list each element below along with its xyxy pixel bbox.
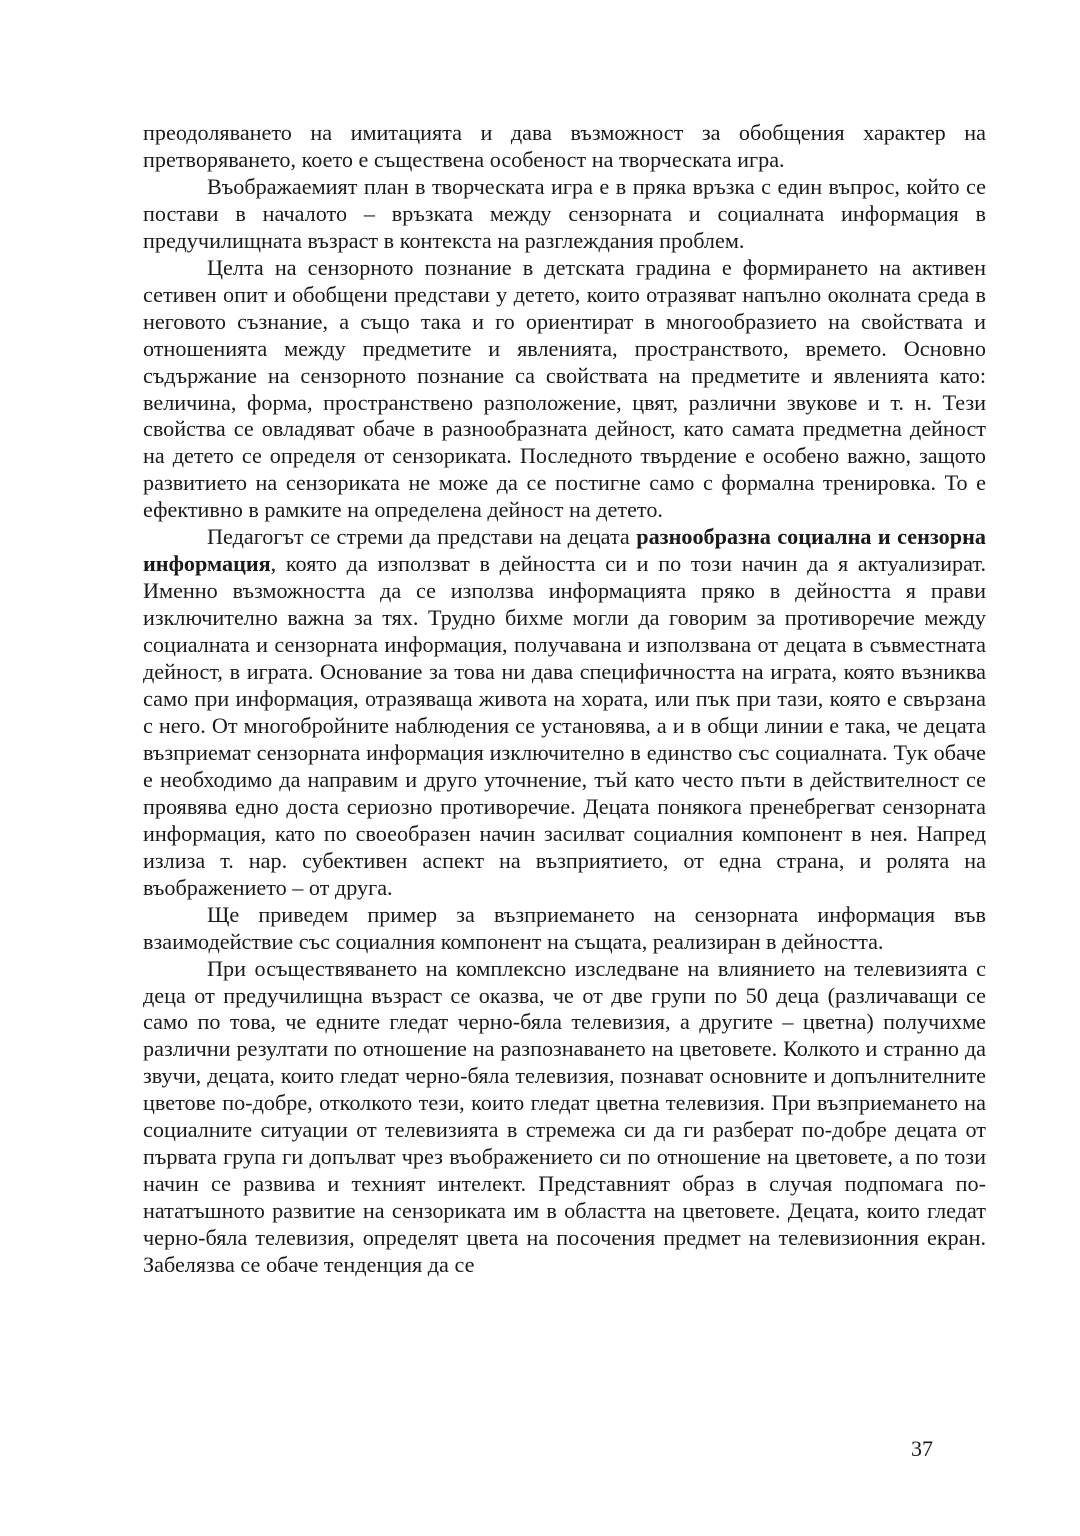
paragraph-4-bold-phrase: разнообразна социална и сензорна информация bbox=[143, 524, 986, 577]
paragraph-2: Въображаемият план в творческата игра е в пряка връзка с един въпрос, който се постави в началото – връзката между сензорната и социалната информация в предучилищната възраст в контекста на разглеждания проблем. bbox=[143, 173, 986, 253]
paragraph-5: Ще приведем пример за възприемането на сензорната информация във взаимодействие със социалния компонент на същата, реализиран в дейността. bbox=[143, 901, 986, 954]
paragraph-1: преодоляването на имитацията и дава възможност за обобщения характер на претворяването, което е съществена особеност на творческата игра. bbox=[143, 120, 986, 172]
paragraph-4-end: , която да използват в дейността си и по този начин да я актуализират. Именно възможността да се използва информацията пряко в дейността я прави изключително важна за тях. Трудно бихме могли да говорим за противоречие между социалната и сензорната информация, получавана и използвана от децата в съвместната дейност, в играта. Основание за това ни дава специфичността на играта, която възниква само при информация, отразяваща живота на хората, или пък при тази, която е свързана с него. От многобройните наблюдения се установява, а и в общи линии е така, че децата възприемат сензорната информация изключително в единство със социалната. Тук обаче е необходимо да направим и друго уточнение, тъй като често пъти в действителност се проявява едно доста сериозно противоречие. Децата понякога пренебрегват сензорната информация, като по своеобразен начин засилват социалния компонент в нея. Напред излиза т. нар. субективен аспект на възприятието, от една страна, и ролята на въображението – от друга. bbox=[143, 551, 986, 900]
paragraph-4-start: Педагогът се стреми да представи на децата bbox=[207, 524, 637, 550]
paragraph-3: Целта на сензорното познание в детската градина е формирането на активен сетивен опит и обобщени представи у детето, които отразяват напълно околната среда в неговото съзнание, а също така и го ориентират в многообразието на свойствата и отношенията между предметите и явленията, пространството, времето. Основно съдържание на сензорното познание са свойствата на предметите и явленията като: величина, форма, пространствено разположение, цвят, различни звукове и т. н. Тези свойства се овладяват обаче в разнообразната дейност, като самата предметна дейност на детето се определя от сензориката. Последното твърдение е особено важно, защото развитието на сензориката не може да се постигне само с формална тренировка. То е ефективно в рамките на определена дейност на детето. bbox=[143, 254, 986, 523]
paragraph-4 bbox=[143, 524, 986, 901]
paragraph-6: При осъществяването на комплексно изследване на влиянието на телевизията с деца от предучилищна възраст се оказва, че от две групи по 50 деца (различаващи се само по това, че едните гледат черно-бяла телевизия, а другите – цветна) получихме различни резултати по отношение на разпознаването на цветовете. Колкото и странно да звучи, децата, които гледат черно-бяла телевизия, познават основните и допълнителните цветове по-добре, отколкото тези, които гледат цветна телевизия. При възприемането на социалните ситуации от телевизията в стремежа си да ги разберат по-добре децата от първата група ги допълват чрез въображението си по отношение на цветовете, а по този начин се развива и техният интелект. Представният образ в случая подпомага по-нататъшното развитие на сензориката им в областта на цветовете. Децата, които гледат черно-бяла телевизия, определят цвета на посочения предмет на телевизионния екран. Забелязва се обаче тенденция да се bbox=[143, 955, 986, 1278]
page-number: 37 bbox=[911, 1436, 933, 1461]
body-text bbox=[143, 120, 986, 1279]
